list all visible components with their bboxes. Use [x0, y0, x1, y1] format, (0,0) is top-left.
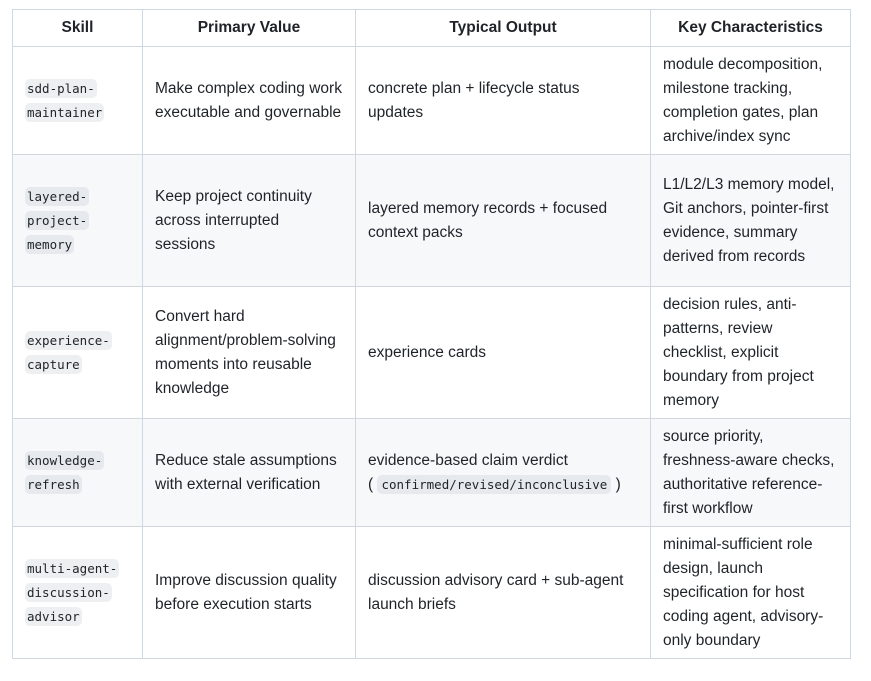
skills-table	[12, 9, 851, 659]
paren-close: )	[615, 475, 621, 493]
skills-table-container	[12, 9, 851, 659]
column-header-primary-value: Primary Value	[143, 10, 356, 47]
skill-name-code: multi-agent- discussion- advisor	[27, 560, 118, 624]
skill-name-code: experience- capture	[27, 332, 110, 372]
primary-value-cell: Keep project continuity across interrupted sessions	[143, 155, 356, 287]
key-characteristics-cell: minimal-sufficient role design, launch specification for host coding agent, advisory-only boundary	[651, 527, 851, 659]
table-row	[13, 419, 851, 527]
paren-open: (	[368, 475, 374, 493]
key-characteristics-cell: module decomposition, milestone tracking, completion gates, plan archive/index sync	[651, 47, 851, 155]
skill-name-code: knowledge- refresh	[27, 452, 103, 492]
skill-cell	[13, 527, 143, 659]
typical-output-cell: layered memory records + focused context packs	[356, 155, 651, 287]
skill-name-code: layered- project- memory	[27, 188, 88, 252]
skill-cell	[13, 287, 143, 419]
typical-output-text: evidence-based claim verdict	[368, 451, 568, 469]
typical-output-cell: discussion advisory card + sub-agent launch briefs	[356, 527, 651, 659]
primary-value-cell: Make complex coding work executable and governable	[143, 47, 356, 155]
table-row	[13, 527, 851, 659]
table-header-row	[13, 10, 851, 47]
skill-cell	[13, 155, 143, 287]
table-row	[13, 47, 851, 155]
primary-value-cell: Convert hard alignment/problem-solving moments into reusable knowledge	[143, 287, 356, 419]
key-characteristics-cell: L1/L2/L3 memory model, Git anchors, pointer-first evidence, summary derived from records	[651, 155, 851, 287]
key-characteristics-cell: source priority, freshness-aware checks, authoritative reference-first workflow	[651, 419, 851, 527]
typical-output-cell: concrete plan + lifecycle status updates	[356, 47, 651, 155]
column-header-typical-output: Typical Output	[356, 10, 651, 47]
column-header-key-characteristics: Key Characteristics	[651, 10, 851, 47]
column-header-skill: Skill	[13, 10, 143, 47]
verdict-values-code: confirmed/revised/inconclusive	[377, 475, 611, 494]
key-characteristics-cell: decision rules, anti-patterns, review checklist, explicit boundary from project memory	[651, 287, 851, 419]
skill-cell	[13, 47, 143, 155]
table-row	[13, 287, 851, 419]
primary-value-cell: Reduce stale assumptions with external verification	[143, 419, 356, 527]
typical-output-cell: experience cards	[356, 287, 651, 419]
skill-cell	[13, 419, 143, 527]
table-row	[13, 155, 851, 287]
skill-name-code: sdd-plan- maintainer	[27, 80, 103, 120]
primary-value-cell: Improve discussion quality before execution starts	[143, 527, 356, 659]
typical-output-cell	[356, 419, 651, 527]
